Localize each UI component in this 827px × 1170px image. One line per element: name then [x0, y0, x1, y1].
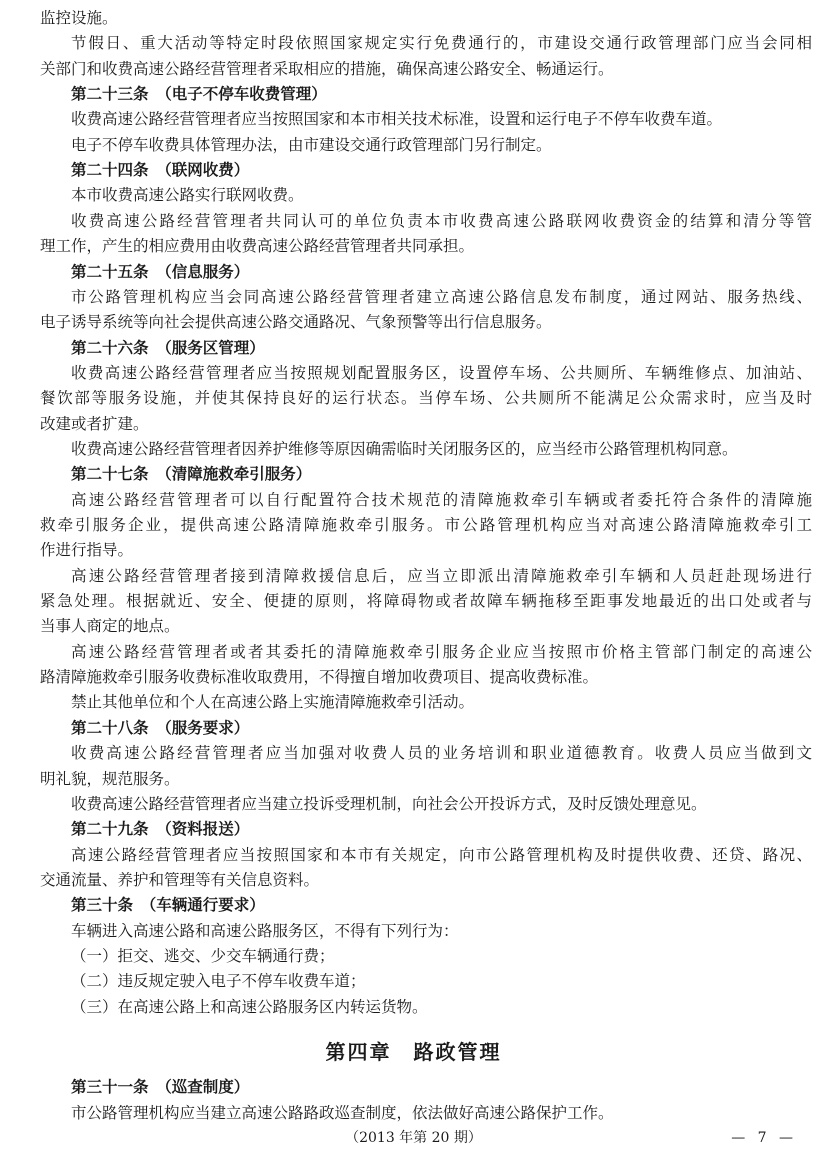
article-heading-text: 第二十四条 （联网收费）: [71, 161, 250, 180]
text-line: [0, 588, 827, 614]
article-heading-text: 第二十五条 （信息服务）: [71, 262, 250, 281]
text-line: [0, 613, 827, 639]
chapter-title: 第四章 路政管理: [325, 1040, 502, 1064]
line-text: 交通流量、养护和管理等有关信息资料。: [40, 870, 320, 889]
text-line: [0, 56, 827, 82]
line-text: 理工作，产生的相应费用由收费高速公路经营管理者共同承担。: [40, 237, 475, 256]
article-heading: [0, 81, 827, 107]
line-text: 市公路管理机构应当会同高速公路经营管理者建立高速公路信息发布制度，通过网站、服务热线、: [71, 287, 812, 306]
text-line: [0, 233, 827, 259]
article-heading: [0, 715, 827, 741]
line-text: 节假日、重大活动等特定时段依照国家规定实行免费通行的，市建设交通行政管理部门应当会同相: [71, 34, 812, 53]
line-text: 收费高速公路经营管理者应当按照国家和本市相关技术标准，设置和运行电子不停车收费车道。: [71, 110, 723, 129]
line-text: 明礼貌，规范服务。: [40, 769, 180, 788]
article-heading-text: 第二十七条 （清障施救牵引服务）: [71, 465, 312, 484]
line-text: 餐饮部等服务设施，并使其保持良好的运行状态。当停车场、公共厕所不能满足公众需求时，应当及时: [40, 389, 812, 408]
article-heading: [0, 892, 827, 918]
text-line: [0, 842, 827, 868]
text-line: [0, 182, 827, 208]
text-line: [0, 968, 827, 994]
line-text: 电子诱导系统等向社会提供高速公路交通路况、气象预警等出行信息服务。: [40, 313, 552, 332]
text-line: [0, 284, 827, 310]
text-line: [0, 5, 827, 31]
text-line: [0, 360, 827, 386]
text-line: [0, 867, 827, 893]
article-heading-text: 第三十条 （车辆通行要求）: [71, 896, 265, 915]
line-text: 关部门和收费高速公路经营管理者采取相应的措施，确保高速公路安全、畅通运行。: [40, 59, 614, 78]
article-heading: [0, 1074, 827, 1100]
line-text: 收费高速公路经营管理者因养护维修等原因确需临时关闭服务区的，应当经市公路管理机构同意。: [71, 439, 738, 458]
text-line: [0, 639, 827, 665]
line-text: 电子不停车收费具体管理办法，由市建设交通行政管理部门另行制定。: [71, 135, 552, 154]
text-line: [0, 918, 827, 944]
line-text: （三）在高速公路上和高速公路服务区内转运货物。: [71, 997, 428, 1016]
text-line: [0, 537, 827, 563]
line-text: 收费高速公路经营管理者共同认可的单位负责本市收费高速公路联网收费资金的结算和清分等管: [71, 211, 812, 230]
text-line: [0, 563, 827, 589]
text-line: [0, 436, 827, 462]
issue-label: （2013 年第 20 期）: [345, 1130, 482, 1146]
line-text: 禁止其他单位和个人在高速公路上实施清障施救牵引活动。: [71, 693, 475, 712]
line-text: 收费高速公路经营管理者应当按照规划配置服务区，设置停车场、公共厕所、车辆维修点、加油站、: [71, 363, 812, 382]
line-text: 当事人商定的地点。: [40, 617, 180, 636]
text-line: [0, 385, 827, 411]
article-heading-text: 第三十一条 （巡查制度）: [71, 1078, 250, 1096]
line-text: 高速公路经营管理者可以自行配置符合技术规范的清障施救牵引车辆或者委托符合条件的清障施: [71, 490, 812, 509]
text-line: [0, 664, 827, 690]
article-heading: [0, 157, 827, 183]
line-text: 作进行指导。: [40, 541, 134, 560]
text-line: [0, 132, 827, 158]
line-text: 路清障施救牵引服务收费标准收取费用，不得擅自增加收费项目、提高收费标准。: [40, 668, 599, 687]
article-heading: [0, 816, 827, 842]
article-heading: [0, 461, 827, 487]
text-line: [0, 487, 827, 513]
line-text: 高速公路经营管理者接到清障救援信息后，应当立即派出清障施救牵引车辆和人员赶赴现场进行: [71, 566, 812, 585]
line-text: 车辆进入高速公路和高速公路服务区，不得有下列行为：: [71, 921, 459, 940]
article-heading-text: 第二十三条 （电子不停车收费管理）: [71, 85, 327, 104]
text-line: [0, 208, 827, 234]
line-text: 收费高速公路经营管理者应当建立投诉受理机制，向社会公开投诉方式，及时反馈处理意见。: [71, 794, 707, 813]
text-line: [0, 740, 827, 766]
text-line: [0, 943, 827, 969]
text-line: [0, 766, 827, 792]
line-text: 救牵引服务企业，提供高速公路清障施救牵引服务。市公路管理机构应当对高速公路清障施救牵引工: [40, 516, 812, 534]
page-number: — 7 —: [731, 1130, 797, 1146]
article-heading: [0, 335, 827, 361]
line-text: 监控设施。: [40, 9, 118, 27]
line-text: 本市收费高速公路实行联网收费。: [71, 186, 304, 205]
text-line: [0, 30, 827, 56]
text-line: [0, 689, 827, 715]
article-heading: [0, 259, 827, 285]
text-line: [0, 309, 827, 335]
line-text: 收费高速公路经营管理者应当加强对收费人员的业务培训和职业道德教育。收费人员应当做到文: [71, 744, 812, 763]
article-heading-text: 第二十九条 （资料报送）: [71, 820, 250, 839]
article-heading-text: 第二十六条 （服务区管理）: [71, 338, 265, 357]
line-text: （一）拒交、逃交、少交车辆通行费；: [71, 946, 335, 965]
line-text: （二）违反规定驶入电子不停车收费车道；: [71, 972, 366, 991]
text-line: [0, 1100, 827, 1126]
text-line: [0, 512, 827, 538]
article-heading-text: 第二十八条 （服务要求）: [71, 718, 250, 737]
line-text: 高速公路经营管理者或者其委托的清障施救牵引服务企业应当按照市价格主管部门制定的高速公: [71, 642, 812, 661]
line-text: 市公路管理机构应当建立高速公路路政巡查制度，依法做好高速公路保护工作。: [71, 1103, 614, 1122]
line-text: 高速公路经营管理者应当按照国家和本市有关规定，向市公路管理机构及时提供收费、还贷、路况、: [71, 845, 812, 864]
text-line: [0, 791, 827, 817]
text-line: [0, 411, 827, 437]
text-line: [0, 106, 827, 132]
line-text: 紧急处理。根据就近、安全、便捷的原则，将障碍物或者故障车辆拖移至距事发地最近的出口处或者与: [40, 592, 812, 611]
line-text: 改建或者扩建。: [40, 414, 149, 433]
text-line: [0, 994, 827, 1020]
